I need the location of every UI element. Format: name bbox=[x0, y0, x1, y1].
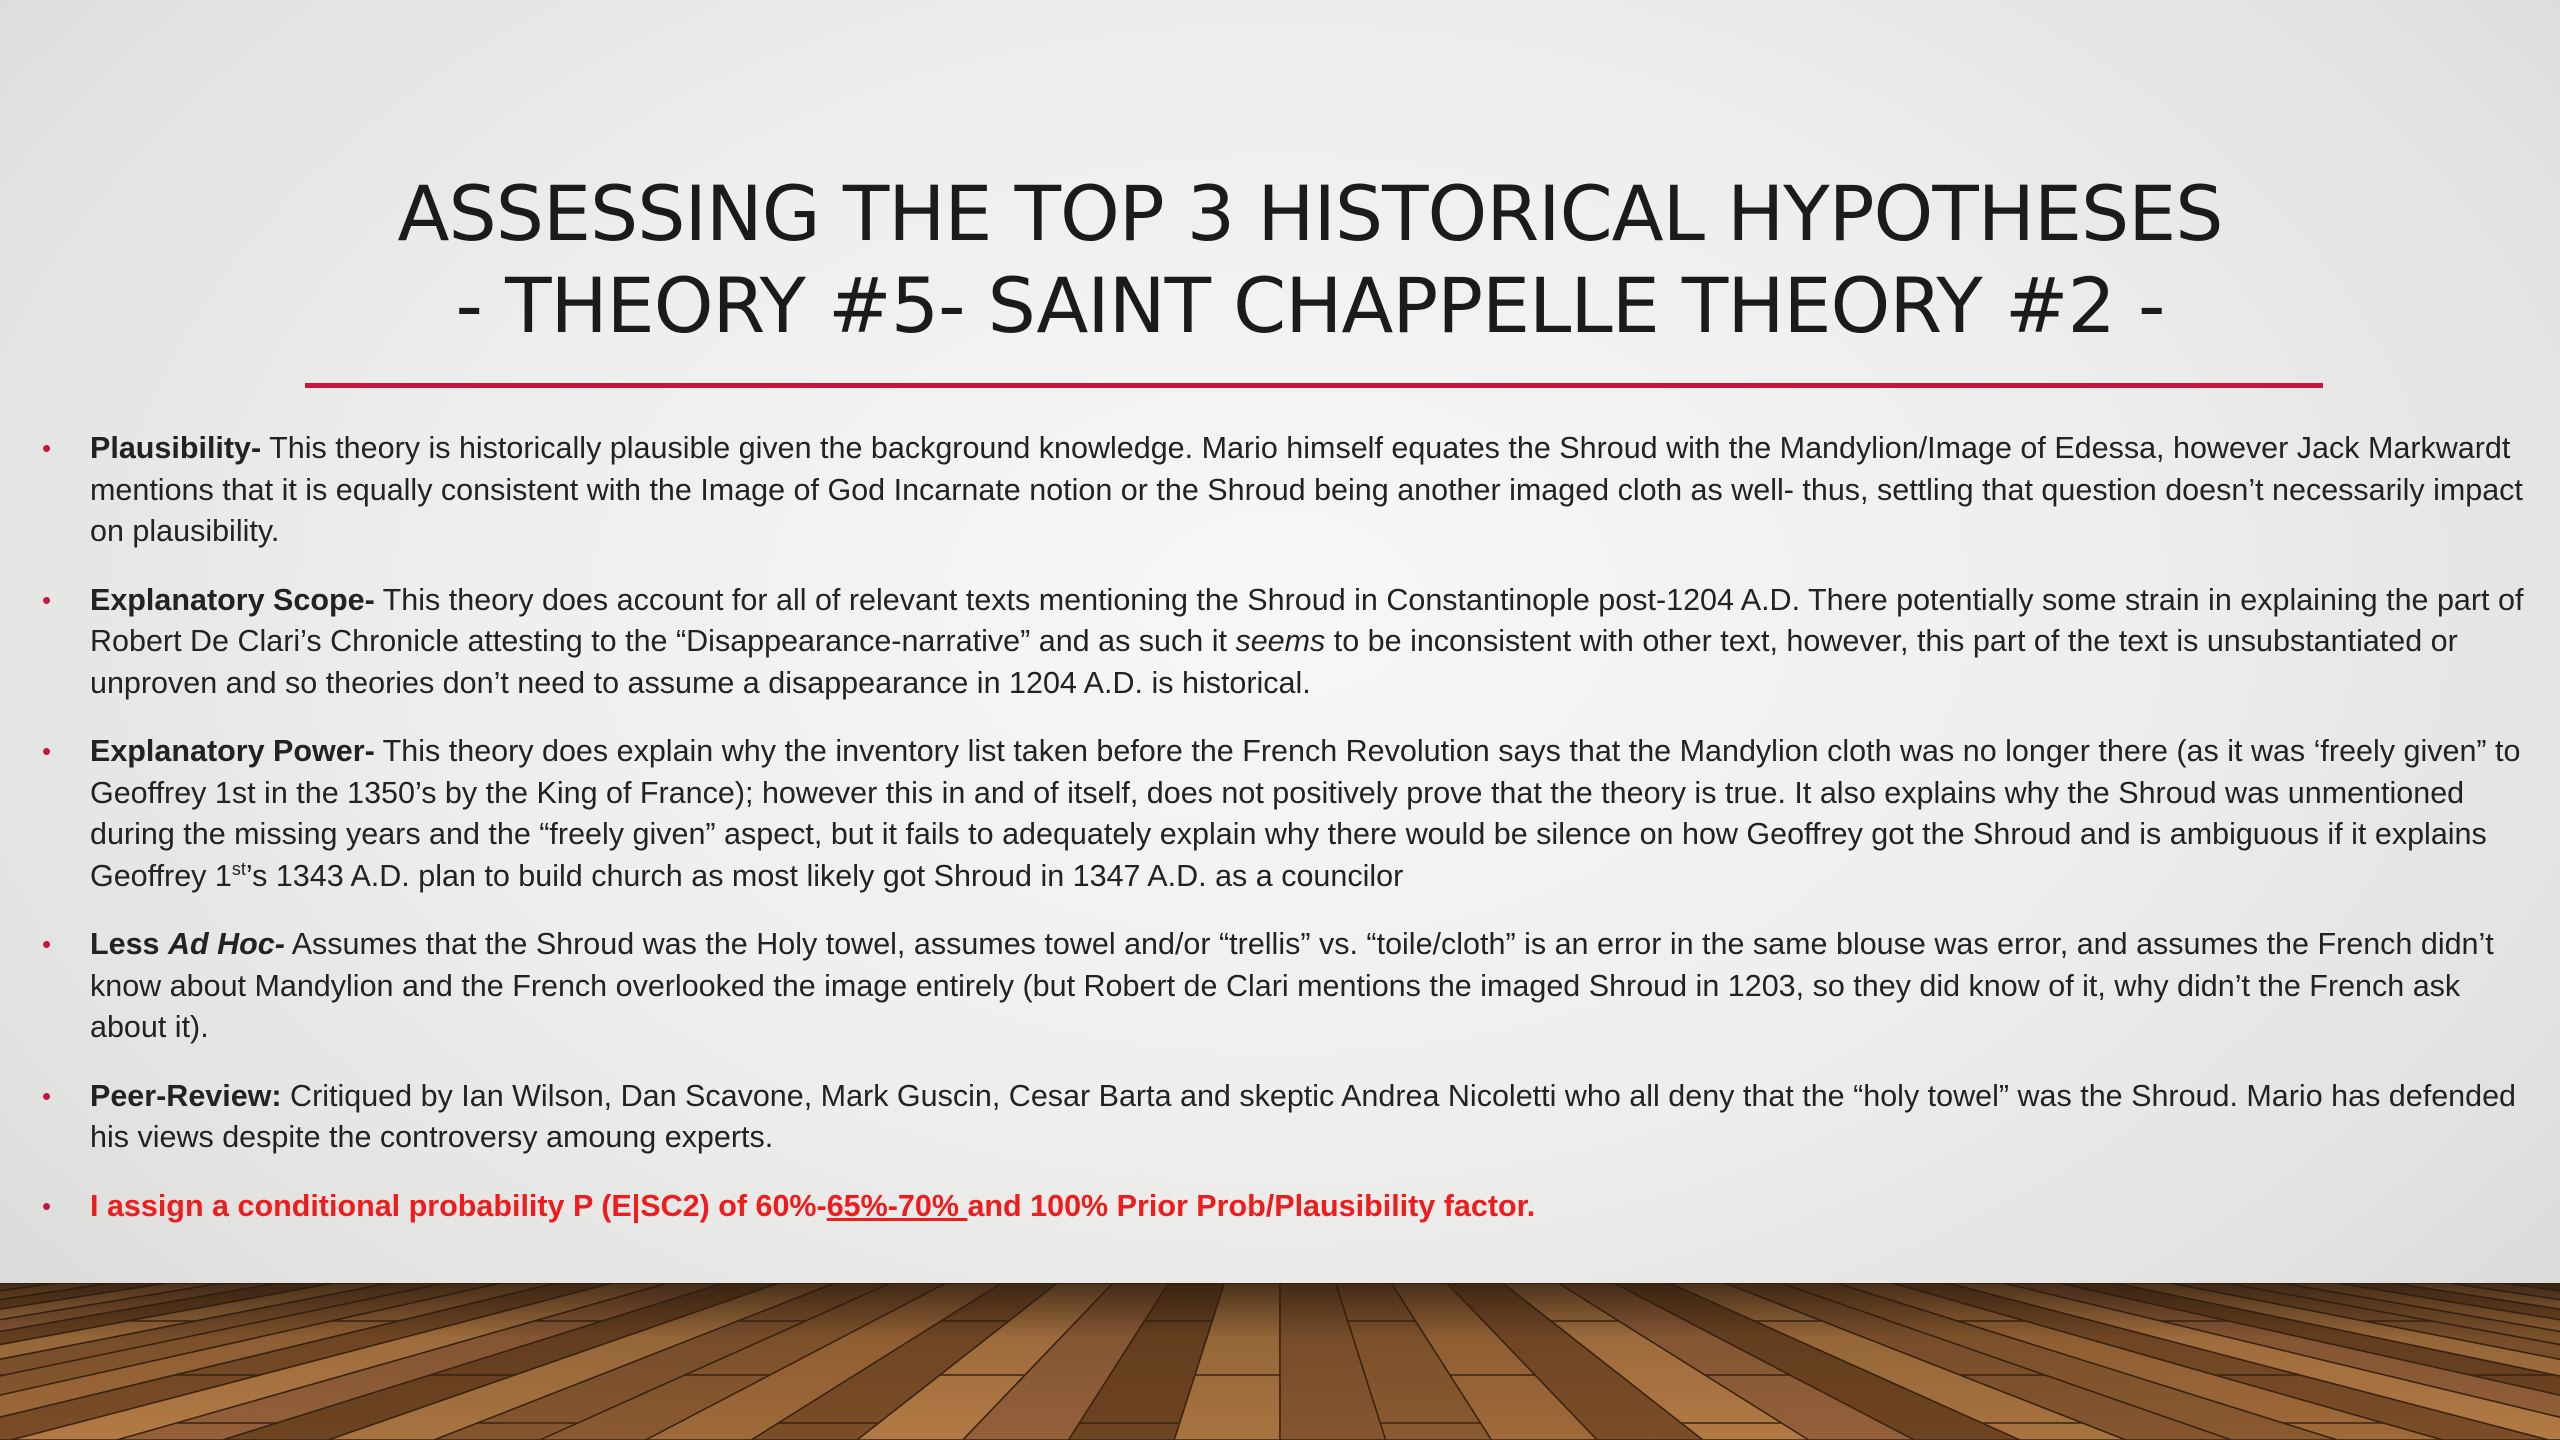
bullet-icon: • bbox=[42, 929, 52, 959]
bullet-icon: • bbox=[42, 1080, 52, 1111]
bullet-text: Critiqued by Ian Wilson, Dan Scavone, Mark Guscin, Cesar Barta and skeptic Andrea Nicoletti who all deny that the “holy towel” was the Shroud. Mario has defended his views despite the controversy amoung experts. bbox=[90, 1078, 2517, 1154]
bullet-peer-review bbox=[42, 1076, 2542, 1159]
bullet-icon: • bbox=[42, 736, 52, 766]
bullet-label-prefix: Less bbox=[90, 927, 168, 961]
ordinal-superscript: st bbox=[231, 858, 246, 879]
bullet-label: Explanatory Power- bbox=[90, 734, 375, 768]
bullet-label-emphasis: Ad Hoc- bbox=[168, 927, 285, 961]
bullet-emphasis: seems bbox=[1235, 624, 1326, 658]
bullet-text: This theory does account for all of relevant texts mentioning the Shroud in Constantinople post-1204 A.D. There potentially some strain in explaining the part of Robert De Clari’s Chronicle attesting to the “Disappearance-narrative” and as such it bbox=[90, 582, 2524, 658]
bullet-text: This theory is historically plausible given the background knowledge. Mario himself equates the Shroud with the Mandylion/Image of Edessa, however Jack Markwardt mentions that it is equally consistent with the Image of God Incarnate notion or the Shroud being another imaged cloth as well- thus, settling that question doesn’t necessarily impact on plausibility. bbox=[90, 431, 2523, 548]
slide-title-line-1: ASSESSING THE TOP 3 HISTORICAL HYPOTHESES bbox=[397, 169, 2223, 258]
bullet-label: Explanatory Scope- bbox=[90, 582, 375, 617]
slide-title-line-2: - THEORY #5- SAINT CHAPPELLE THEORY #2 - bbox=[455, 261, 2165, 350]
bullet-text-continued: to be inconsistent with other text, however, this part of the text is unsubstantiated or unproven and so theories don’t need to assume a disappearance in 1204 A.D. is historical. bbox=[90, 624, 2458, 700]
wood-floor-background bbox=[0, 1283, 2560, 1440]
bullet-less-ad-hoc bbox=[42, 924, 2542, 1049]
conclusion-text bbox=[90, 1189, 1535, 1223]
bullet-label: Plausibility- bbox=[90, 431, 262, 465]
conclusion-underlined-range: 65%-70% bbox=[826, 1188, 968, 1223]
bullet-icon: • bbox=[42, 584, 52, 615]
bullet-explanatory-power bbox=[42, 731, 2542, 897]
wood-floor-image bbox=[0, 1283, 2560, 1440]
bullet-label bbox=[90, 927, 285, 961]
bullet-list bbox=[42, 428, 2542, 1254]
bullet-text: Assumes that the Shroud was the Holy towel, assumes towel and/or “trellis” vs. “toile/cloth” is an error in the same blouse was error, and assumes the French didn’t know about Mandylion and the French overlooked the image entirely (but Robert de Clari mentions the imaged Shroud in 1203, so they did know of it, why didn’t the French ask about it). bbox=[90, 927, 2494, 1044]
title-divider bbox=[305, 383, 2323, 388]
bullet-icon: • bbox=[42, 433, 52, 463]
bullet-plausibility bbox=[42, 428, 2542, 553]
slide-title bbox=[160, 168, 2460, 352]
bullet-icon: • bbox=[42, 1190, 52, 1221]
conclusion-text-end: and 100% Prior Prob/Plausibility factor. bbox=[967, 1188, 1536, 1223]
conclusion-text-start: I assign a conditional probability P (E|SC2) of 60%- bbox=[90, 1188, 827, 1223]
bullet-text-continued: ’s 1343 A.D. plan to build church as most likely got Shroud in 1347 A.D. as a councilor bbox=[245, 858, 1404, 893]
bullet-conclusion bbox=[42, 1186, 2542, 1228]
bullet-explanatory-scope bbox=[42, 580, 2542, 705]
bullet-label: Peer-Review: bbox=[90, 1078, 282, 1113]
bullet-text: This theory does explain why the inventory list taken before the French Revolution says that the Mandylion cloth was no longer there (as it was ‘freely given” to Geoffrey 1st in the 1350’s by the King of France); however this in and of itself, does not positively prove that the theory is true. It also explains why the Shroud was unmentioned during the missing years and the “freely given” aspect, but it fails to adequately explain why there would be silence on how Geoffrey got the Shroud and is ambiguous if it explains Geoffrey 1 bbox=[90, 734, 2521, 893]
